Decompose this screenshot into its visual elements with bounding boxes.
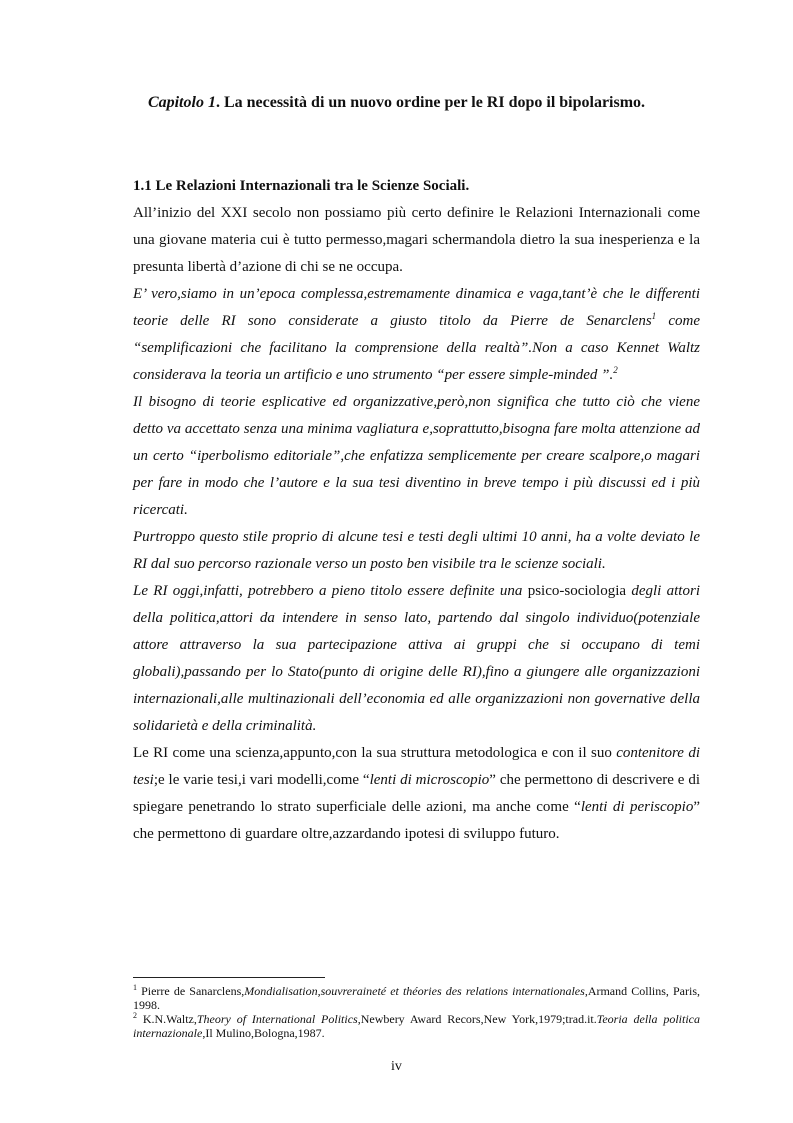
chapter-title — [0, 94, 793, 112]
footnote-1-title: Mondialisation,souvreraineté et théories des relations internationales — [244, 984, 585, 998]
footnote-1-number: 1 — [133, 983, 137, 992]
paragraph-5-part-a: Le RI oggi,infatti, potrebbero a pieno titolo essere definite una — [133, 583, 528, 599]
footnote-2-title: Theory of International Politics — [196, 1012, 358, 1026]
paragraph-6-part-g: ” che permettono di guardare oltre,azzardando ipotesi di sviluppo futuro. — [133, 799, 700, 842]
footnote-2-author: K.N.Waltz, — [137, 1012, 197, 1026]
footnote-ref-1[interactable]: 1 — [651, 311, 657, 321]
paragraph-4: Purtroppo questo stile proprio di alcune tesi e testi degli ultimi 10 anni, ha a volte deviato le RI dal suo percorso razionale verso un posto ben visibile tra le scienze sociali. — [133, 529, 700, 572]
paragraph-5 — [133, 578, 700, 740]
footnote-2 — [133, 1012, 700, 1040]
footnote-2-rest: ,Il Mulino,Bologna,1987. — [202, 1026, 325, 1040]
paragraph-1: All’inizio del XXI secolo non possiamo più certo definire le Relazioni Internazionali come una giovane materia cui è tutto permesso,magari schermandola dietro la sua inesperienza e la presunta libertà d’azione di chi se ne occupa. — [133, 205, 700, 275]
paragraph-6-part-f: lenti di periscopio — [580, 799, 694, 815]
footnote-1-rest: ,Armand Collins, Paris, 1998. — [133, 984, 701, 1012]
section-heading: 1.1 Le Relazioni Internazionali tra le Scienze Sociali. — [133, 178, 470, 194]
footnote-1 — [133, 984, 700, 1012]
paragraph-6-part-c: ;e le varie tesi,i vari modelli,come “ — [153, 772, 370, 788]
paragraph-5-part-c: degli attori della politica,attori da intendere in senso lato, partendo dal singolo individuo(potenziale attore attraverso la sua partecipazione attiva ai gruppi che si occupano di temi globali),passando per lo Stato(punto di origine delle RI),fino a giungere alle organizzazioni internazionali,alle multinazionali dell’economia ed alle organizzazioni non governative della solidarietà e della criminalità. — [133, 583, 700, 734]
chapter-title-text: . La necessità di un nuovo ordine per le RI dopo il bipolarismo. — [215, 94, 646, 111]
paragraph-3: Il bisogno di teorie esplicative ed organizzative,però,non significa che tutto ciò che viene detto va accettato senza una minima vagliatura e,soprattutto,bisogna fare molta attenzione ad un certo “iperbolismo editoriale”,che enfatizza semplicemente per creare scalpore,o magari per fare in modo che l’autore e la sua tesi diventino in breve tempo i più discussi ed i più ricercati. — [133, 394, 700, 518]
footnotes — [133, 984, 700, 1040]
footnote-2-title-it: Teoria della politica internazionale — [133, 1012, 700, 1040]
footnote-ref-2[interactable]: 2 — [613, 365, 618, 375]
paragraph-6-part-a: Le RI come una scienza,appunto,con la sua struttura metodologica e con il suo — [133, 745, 617, 761]
paragraph-2-part-a: E’ vero,siamo in un’epoca complessa,estremamente dinamica e vaga,tant’è che le differenti teorie delle RI sono considerate a giusto titolo da Pierre de Senarclens — [133, 286, 700, 329]
footnote-2-mid: ,Newbery Award Recors,New York,1979;trad.it. — [357, 1012, 597, 1026]
paragraph-5-part-b: psico-sociologia — [527, 583, 627, 599]
paragraph-6-part-b: contenitore di tesi — [133, 745, 700, 788]
chapter-label: Capitolo 1 — [147, 94, 216, 111]
paragraph-6-part-d: lenti di microscopio — [369, 772, 490, 788]
paragraph-2 — [133, 281, 700, 389]
footnote-1-author: Pierre de Sanarclens, — [137, 984, 245, 998]
paragraph-6-part-e: ” che permettono di descrivere e di spiegare penetrando lo strato superficiale delle azioni, ma anche come “ — [133, 772, 700, 815]
paragraph-2-part-b: come “semplificazioni che facilitano la comprensione della realtà”.Non a caso Kennet Waltz considerava la teoria un artificio e uno strumento “per essere simple-minded ”. — [133, 313, 701, 383]
footnote-divider — [133, 977, 325, 978]
footnote-2-number: 2 — [133, 1011, 137, 1020]
page-number: iv — [391, 1059, 402, 1074]
paragraph-6 — [133, 740, 700, 848]
body-text — [133, 200, 700, 848]
